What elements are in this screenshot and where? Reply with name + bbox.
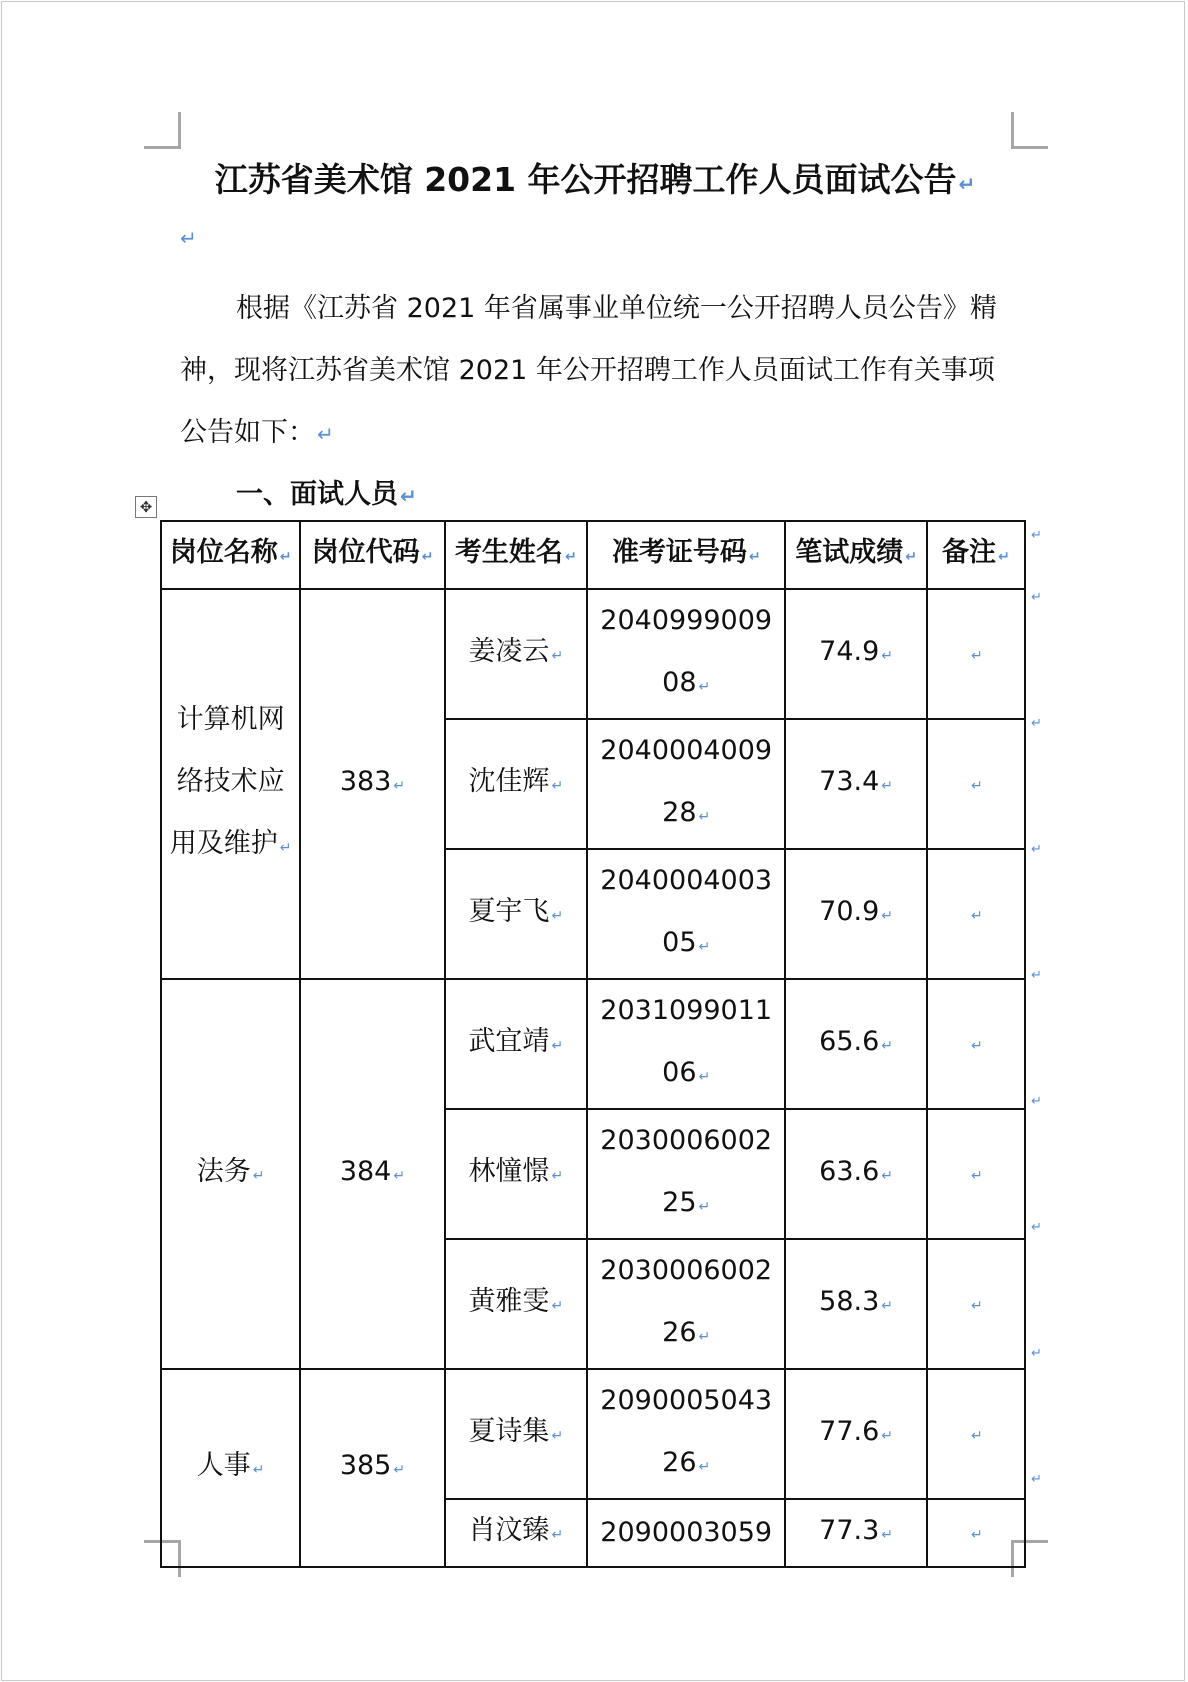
cell-mark-icon: ↵ <box>698 1459 711 1475</box>
position-code-text: 383 <box>339 766 392 797</box>
cell-mark-icon: ↵ <box>393 1168 406 1184</box>
exam-id-text: 05 <box>662 927 697 958</box>
intro-line: 根据《江苏省 2021 年省属事业单位统一公开招聘人员公告》精 <box>236 293 997 324</box>
position-name-cell[interactable] <box>161 1369 300 1567</box>
row-end-mark-icon: ↵ <box>1031 1094 1042 1109</box>
exam-id-text: 28 <box>662 797 697 828</box>
section-heading-interviewees[interactable] <box>236 472 417 511</box>
document-title-text: 江苏省美术馆 2021 年公开招聘工作人员面试公告 <box>214 160 957 199</box>
cell-mark-icon: ↵ <box>905 549 917 565</box>
written-score-cell[interactable] <box>785 1239 926 1369</box>
exam-id-line: 2040999009 <box>600 605 773 636</box>
cell-mark-icon: ↵ <box>698 1069 711 1085</box>
header-candidate-name[interactable] <box>445 521 587 589</box>
intro-line: 神，现将江苏省美术馆 2021 年公开招聘工作人员面试工作有关事项 <box>180 355 995 386</box>
exam-id-cell[interactable] <box>587 1109 785 1239</box>
exam-id-line-last <box>594 1172 778 1238</box>
position-code-cell[interactable] <box>300 1369 444 1567</box>
row-end-mark-icon: ↵ <box>1031 842 1042 857</box>
row-end-mark-icon: ↵ <box>1031 1346 1042 1361</box>
header-text: 岗位代码 <box>311 537 420 568</box>
cell-mark-icon: ↵ <box>698 1329 711 1345</box>
written-score-cell[interactable] <box>785 1499 926 1567</box>
exam-id-line-last <box>594 1302 778 1368</box>
cell-mark-icon: ↵ <box>698 939 711 955</box>
candidate-name-text: 姜凌云 <box>468 636 550 667</box>
position-code-cell[interactable] <box>300 979 444 1369</box>
cell-mark-icon: ↵ <box>971 1527 983 1543</box>
exam-id-text: 26 <box>662 1447 697 1478</box>
exam-id-cell[interactable] <box>587 1239 785 1369</box>
header-text: 岗位名称 <box>169 537 278 568</box>
exam-id-line: 2030006002 <box>600 1255 773 1286</box>
position-name-text: 人事 <box>196 1450 251 1481</box>
cell-mark-icon: ↵ <box>881 1428 893 1444</box>
exam-id-cell[interactable] <box>587 849 785 979</box>
candidate-name-text: 黄雅雯 <box>468 1286 550 1317</box>
document-title[interactable] <box>180 154 1010 201</box>
cell-mark-icon: ↵ <box>748 549 761 565</box>
candidate-name-text: 夏诗集 <box>468 1416 550 1447</box>
position-name-cell[interactable] <box>161 589 300 979</box>
written-score-text: 77.6 <box>819 1416 880 1447</box>
position-name-text: 法务 <box>196 1156 251 1187</box>
candidate-name-cell[interactable] <box>445 979 587 1109</box>
cell-mark-icon: ↵ <box>551 1298 564 1314</box>
table-row <box>161 979 1025 1109</box>
cell-mark-icon: ↵ <box>564 549 577 565</box>
cell-mark-icon: ↵ <box>971 1428 983 1444</box>
cell-mark-icon: ↵ <box>881 1168 893 1184</box>
row-end-mark-icon: ↵ <box>1031 1220 1042 1235</box>
empty-paragraph[interactable] <box>178 226 197 250</box>
cell-mark-icon: ↵ <box>698 1199 711 1215</box>
cell-mark-icon: ↵ <box>551 648 564 664</box>
cell-mark-icon: ↵ <box>881 908 893 924</box>
candidate-name-text: 沈佳辉 <box>468 766 550 797</box>
candidate-name-cell[interactable] <box>445 1369 587 1499</box>
written-score-text: 65.6 <box>819 1026 880 1057</box>
cell-mark-icon: ↵ <box>551 1168 564 1184</box>
cell-mark-icon: ↵ <box>393 1462 406 1478</box>
candidate-name-text: 肖汶臻 <box>468 1515 550 1546</box>
exam-id-line: 2031099011 <box>600 995 773 1026</box>
written-score-text: 77.3 <box>819 1515 880 1546</box>
row-end-mark-icon: ↵ <box>1031 528 1042 543</box>
crop-mark-top-left <box>144 112 181 149</box>
table-move-handle-icon[interactable]: ✥ <box>135 496 157 518</box>
written-score-cell[interactable] <box>785 719 926 849</box>
notes-cell[interactable] <box>927 1369 1025 1499</box>
candidate-name-cell[interactable] <box>445 849 587 979</box>
cell-mark-icon: ↵ <box>881 778 893 794</box>
row-end-mark-icon: ↵ <box>1031 590 1042 605</box>
crop-mark-top-right <box>1011 112 1048 149</box>
header-text: 备注 <box>942 537 996 568</box>
cell-mark-icon: ↵ <box>881 1527 893 1543</box>
cell-mark-icon: ↵ <box>551 908 564 924</box>
candidate-name-text: 武宜靖 <box>468 1026 550 1057</box>
cell-mark-icon: ↵ <box>881 648 893 664</box>
cell-mark-icon: ↵ <box>971 778 983 794</box>
cell-mark-icon: ↵ <box>252 1168 265 1184</box>
cell-mark-icon: ↵ <box>971 1038 983 1054</box>
notes-cell[interactable] <box>927 719 1025 849</box>
written-score-text: 74.9 <box>819 636 880 667</box>
paragraph-mark-icon: ↵ <box>958 172 976 196</box>
table-row <box>161 1369 1025 1499</box>
cell-mark-icon: ↵ <box>698 679 711 695</box>
header-exam-id[interactable] <box>587 521 785 589</box>
position-name-line-last <box>168 813 293 879</box>
intro-line-text: 公告如下： <box>180 417 315 448</box>
intro-paragraph[interactable] <box>180 278 1012 465</box>
cell-mark-icon: ↵ <box>698 809 711 825</box>
header-written-score[interactable] <box>785 521 926 589</box>
row-end-mark-icon: ↵ <box>1031 716 1042 731</box>
written-score-text: 73.4 <box>819 766 880 797</box>
header-position-name[interactable] <box>161 521 300 589</box>
written-score-cell[interactable] <box>785 1369 926 1499</box>
written-score-cell[interactable] <box>785 849 926 979</box>
candidate-name-cell[interactable] <box>445 1109 587 1239</box>
position-code-text: 384 <box>339 1156 392 1187</box>
cell-mark-icon: ↵ <box>551 1038 564 1054</box>
row-end-mark-icon: ↵ <box>1031 1472 1042 1487</box>
cell-mark-icon: ↵ <box>252 1462 265 1478</box>
cell-mark-icon: ↵ <box>971 1298 983 1314</box>
header-text: 准考证号码 <box>611 537 747 568</box>
exam-id-text: 2090003059 <box>600 1517 773 1548</box>
exam-id-text: 26 <box>662 1317 697 1348</box>
candidate-name-text: 夏宇飞 <box>468 896 550 927</box>
cell-mark-icon: ↵ <box>881 1038 893 1054</box>
notes-cell[interactable] <box>927 1239 1025 1369</box>
candidate-name-cell[interactable] <box>445 719 587 849</box>
exam-id-line-last <box>594 1432 778 1498</box>
exam-id-cell[interactable] <box>587 719 785 849</box>
cell-mark-icon: ↵ <box>998 549 1010 565</box>
table-row <box>161 589 1025 719</box>
cell-mark-icon: ↵ <box>551 1428 564 1444</box>
cell-mark-icon: ↵ <box>551 778 564 794</box>
notes-cell[interactable] <box>927 589 1025 719</box>
paragraph-mark-icon: ↵ <box>317 422 334 446</box>
header-text: 考生姓名 <box>454 537 563 568</box>
exam-id-text: 06 <box>662 1057 697 1088</box>
exam-id-line-last <box>594 652 778 718</box>
position-name-line: 络技术应 <box>176 766 285 797</box>
position-code-cell[interactable] <box>300 589 444 979</box>
written-score-text: 58.3 <box>819 1286 880 1317</box>
exam-id-cell[interactable] <box>587 589 785 719</box>
interview-candidates-table <box>160 520 1026 1568</box>
exam-id-text: 25 <box>662 1187 697 1218</box>
candidate-name-cell[interactable] <box>445 1239 587 1369</box>
candidate-name-cell[interactable] <box>445 589 587 719</box>
exam-id-line: 2030006002 <box>600 1125 773 1156</box>
intro-line-last <box>180 402 1012 465</box>
exam-id-line-last <box>594 912 778 978</box>
header-position-code[interactable] <box>300 521 444 589</box>
cell-mark-icon: ↵ <box>971 648 983 664</box>
notes-cell[interactable] <box>927 979 1025 1109</box>
section-heading-text: 一、面试人员 <box>236 479 398 510</box>
exam-id-cell[interactable] <box>587 1369 785 1499</box>
exam-id-cell[interactable] <box>587 979 785 1109</box>
position-name-text: 用及维护 <box>169 828 278 859</box>
written-score-text: 70.9 <box>819 896 880 927</box>
paragraph-mark-icon: ↵ <box>180 226 197 250</box>
exam-id-text: 08 <box>662 667 697 698</box>
cell-mark-icon: ↵ <box>279 549 292 565</box>
exam-id-line: 2090005043 <box>600 1385 773 1416</box>
exam-id-line: 2040004009 <box>600 735 773 766</box>
exam-id-cell[interactable] <box>587 1499 785 1567</box>
cell-mark-icon: ↵ <box>421 549 434 565</box>
exam-id-line-last <box>594 782 778 848</box>
position-name-cell[interactable] <box>161 979 300 1369</box>
cell-mark-icon: ↵ <box>971 908 983 924</box>
cell-mark-icon: ↵ <box>881 1298 893 1314</box>
cell-mark-icon: ↵ <box>551 1527 564 1543</box>
written-score-cell[interactable] <box>785 1109 926 1239</box>
notes-cell[interactable] <box>927 1499 1025 1567</box>
candidate-name-text: 林憧憬 <box>468 1156 550 1187</box>
cell-mark-icon: ↵ <box>393 778 406 794</box>
cell-mark-icon: ↵ <box>971 1168 983 1184</box>
notes-cell[interactable] <box>927 1109 1025 1239</box>
exam-id-line-last <box>594 1042 778 1108</box>
position-code-text: 385 <box>339 1450 392 1481</box>
header-notes[interactable] <box>927 521 1025 589</box>
cell-mark-icon: ↵ <box>279 840 292 856</box>
paragraph-mark-icon: ↵ <box>400 484 417 508</box>
header-text: 笔试成绩 <box>795 537 904 568</box>
written-score-cell[interactable] <box>785 979 926 1109</box>
table-header-row <box>161 521 1025 589</box>
row-end-mark-icon: ↵ <box>1031 968 1042 983</box>
written-score-cell[interactable] <box>785 589 926 719</box>
notes-cell[interactable] <box>927 849 1025 979</box>
candidate-name-cell[interactable] <box>445 1499 587 1567</box>
written-score-text: 63.6 <box>819 1156 880 1187</box>
position-name-line: 计算机网 <box>176 704 285 735</box>
exam-id-line: 2040004003 <box>600 865 773 896</box>
